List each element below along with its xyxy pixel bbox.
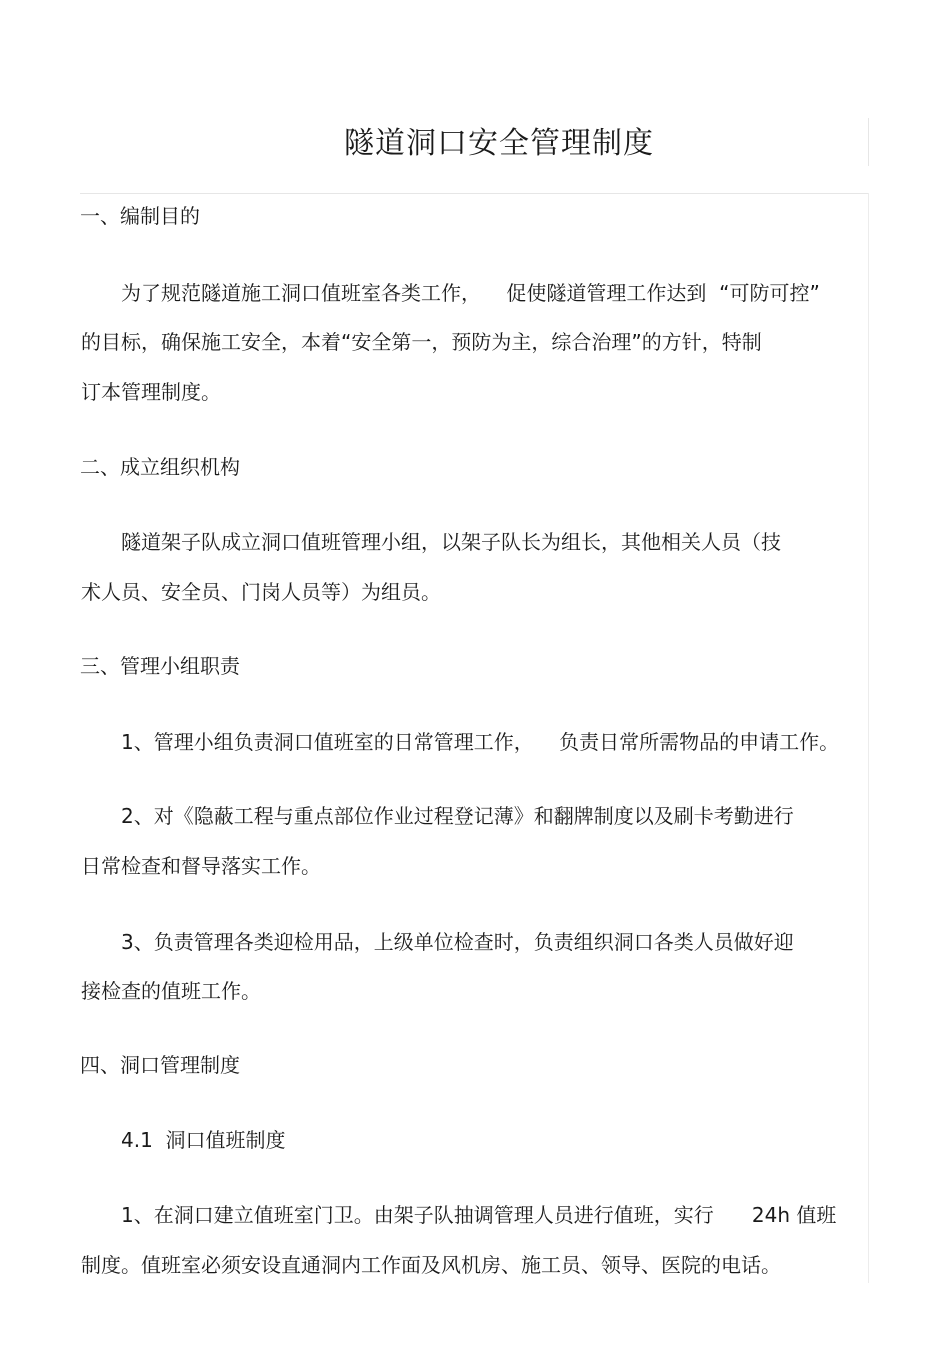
paragraph-line: 的目标，确保施工安全，本着“安全第一，预防为主，综合治理”的方针，特制 (81, 330, 762, 354)
paragraph-line: 术人员、安全员、门岗人员等）为组员。 (81, 580, 441, 604)
subsection-heading: 4.1 洞口值班制度 (121, 1128, 286, 1152)
list-item-line: 接检查的值班工作。 (81, 979, 261, 1003)
page-border-right (868, 193, 869, 1283)
section-heading-duties: 三、管理小组职责 (80, 654, 240, 678)
list-item-line: 2、对《隐蔽工程与重点部位作业过程登记薄》和翻牌制度以及刷卡考勤进行 (121, 804, 794, 828)
section-heading-organization: 二、成立组织机构 (80, 455, 240, 479)
list-item-line: 1、在洞口建立值班室门卫。由架子队抽调管理人员进行值班，实行 24h 值班 (121, 1203, 837, 1227)
paragraph-line: 为了规范隧道施工洞口值班室各类工作， 促使隧道管理工作达到 “可防可控” (121, 281, 820, 305)
list-item-line: 3、负责管理各类迎检用品，上级单位检查时，负责组织洞口各类人员做好迎 (121, 930, 794, 954)
document-title: 隧道洞口安全管理制度 (344, 126, 654, 161)
paragraph-line: 订本管理制度。 (81, 380, 221, 404)
list-item-line: 日常检查和督导落实工作。 (81, 854, 321, 878)
page-border-top (80, 193, 869, 194)
paragraph-line: 隧道架子队成立洞口值班管理小组，以架子队长为组长，其他相关人员（技 (121, 530, 781, 554)
list-item-line: 1、管理小组负责洞口值班室的日常管理工作， 负责日常所需物品的申请工作。 (121, 730, 840, 754)
list-item-line: 制度。值班室必须安设直通洞内工作面及风机房、施工员、领导、医院的电话。 (81, 1253, 781, 1277)
section-heading-management: 四、洞口管理制度 (80, 1053, 240, 1077)
section-heading-purpose: 一、编制目的 (80, 204, 200, 228)
